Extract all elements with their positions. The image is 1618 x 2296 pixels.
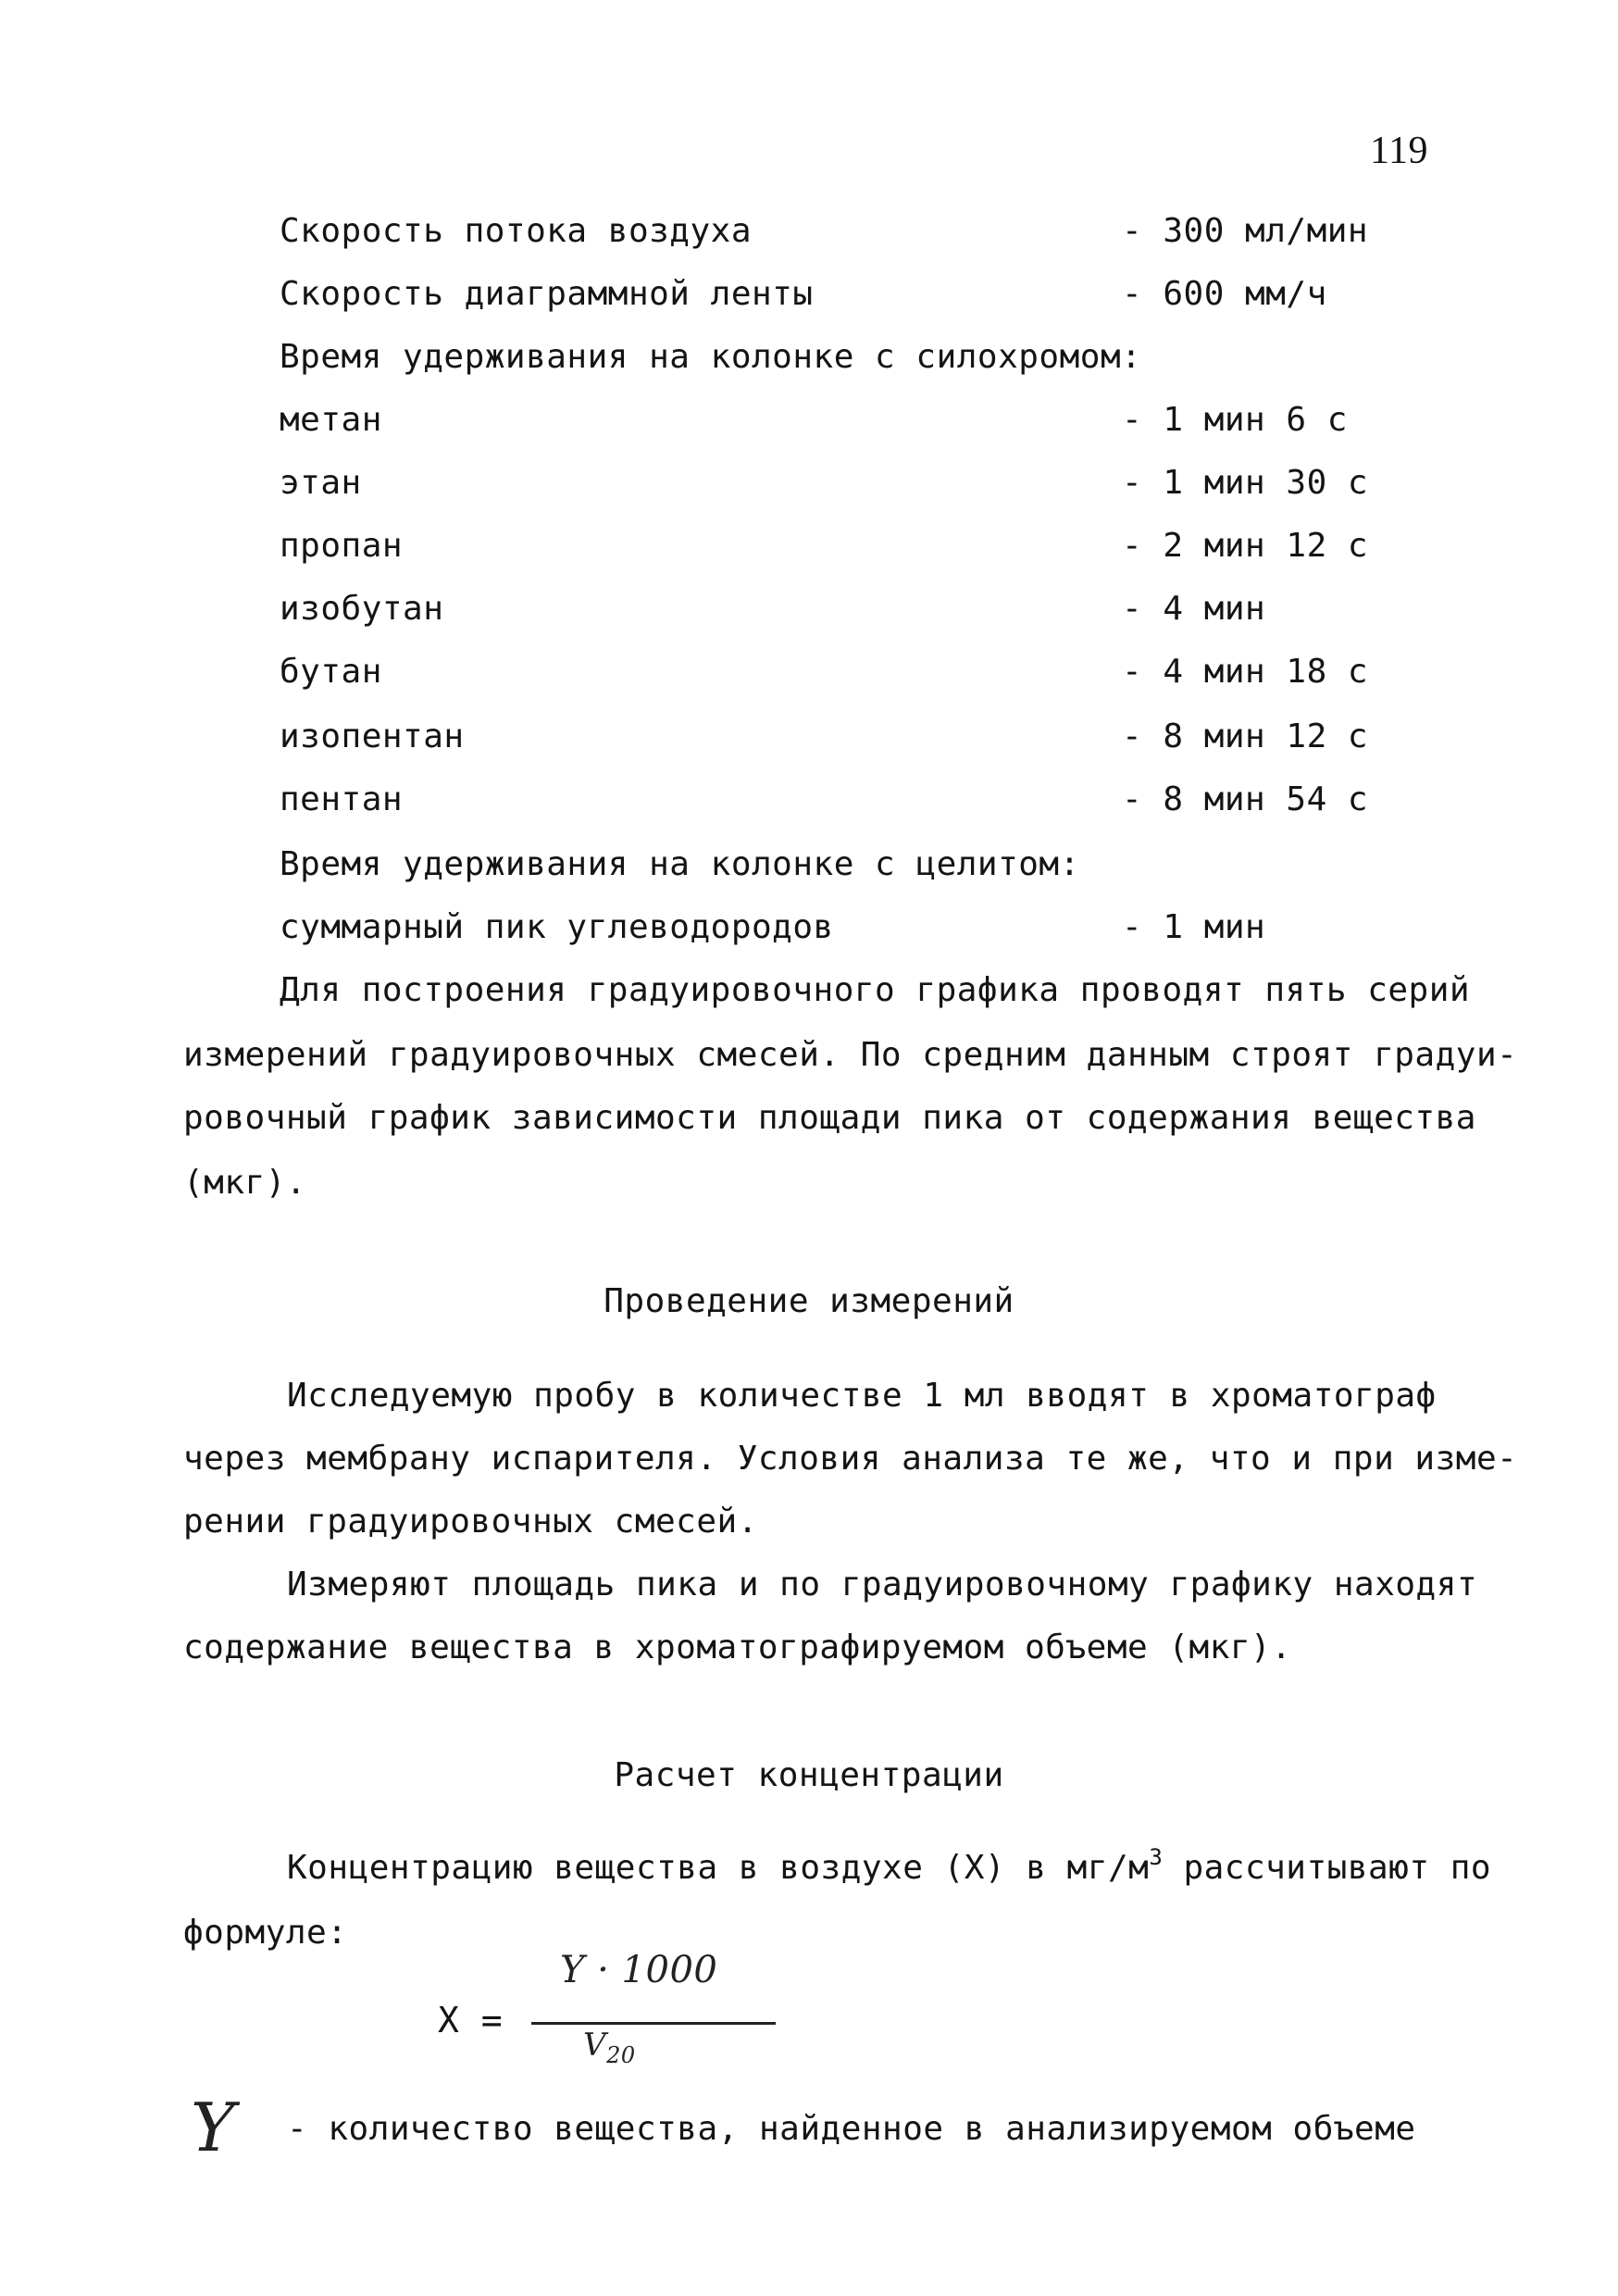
retention-label-butane: бутан [280,653,382,691]
retention-label-propane: пропан [280,527,404,565]
retention-label-isobutane: изобутан [280,590,444,628]
measurements-p1-line-3: рении градуировочных смесей. [183,1503,758,1541]
formula-denominator [583,2029,636,2066]
retention-label-methane: метан [280,401,382,439]
retention-value-propane: - 2 мин 12 с [1122,527,1369,565]
retention-value-methane: - 1 мин 6 с [1122,401,1348,439]
formula-fraction-bar [531,2022,776,2025]
param-value-air-flow: - 300 мл/мин [1122,212,1369,250]
retention-value-total-peak: - 1 мин [1122,908,1266,946]
unit-superscript: 3 [1149,1844,1164,1870]
variable-definition-text: - количество вещества, найденное в анализируемом объеме [287,2110,1416,2148]
calibration-line-3: ровочный график зависимости площади пика от содержания вещества [183,1099,1476,1137]
calibration-line-1: Для построения градуировочного графика проводят пять серий [280,971,1471,1009]
calibration-line-4: (мкг). [183,1164,307,1202]
calculation-intro-line-1 [287,1844,1492,1887]
formula-denominator-subscript: 20 [606,2041,636,2068]
calculation-intro-text: Концентрацию вещества в воздухе (X) в мг/м [287,1849,1150,1887]
retention-heading-silochrom: Время удерживания на колонке с силохромом: [280,338,1142,376]
retention-label-total-peak: суммарный пик углеводородов [280,908,834,946]
formula-numerator: Y · 1000 [560,1949,718,1991]
page-number: 119 [1370,130,1428,172]
section-title-measurements: Проведение измерений [604,1282,1014,1320]
retention-label-isopentane: изопентан [280,718,465,755]
retention-value-ethane: - 1 мин 30 с [1122,464,1369,502]
section-title-calculation: Расчет концентрации [614,1756,1004,1794]
formula-denominator-symbol: V [583,2027,607,2064]
retention-value-isobutane: - 4 мин [1122,590,1266,628]
formula-lhs: X = [438,2000,504,2040]
retention-label-pentane: пентан [280,780,404,818]
retention-label-ethane: этан [280,464,362,502]
retention-value-isopentane: - 8 мин 12 с [1122,718,1369,755]
measurements-p1-line-1: Исследуемую пробу в количестве 1 мл вводят в хроматограф [287,1377,1437,1415]
retention-value-butane: - 4 мин 18 с [1122,653,1369,691]
calibration-line-2: измерений градуировочных смесей. По средним данным строят градуи- [183,1036,1518,1074]
param-label-chart-speed: Скорость диаграммной ленты [280,275,814,313]
calculation-intro-line-2: формуле: [183,1914,348,1952]
measurements-p2-line-2: содержание вещества в хроматографируемом объеме (мкг). [183,1628,1292,1666]
variable-symbol-y: Y [191,2089,236,2166]
calculation-intro-tail: рассчитывают по [1163,1849,1492,1887]
measurements-p1-line-2: через мембрану испарителя. Условия анализа те же, что и при изме- [183,1440,1518,1478]
retention-heading-celite: Время удерживания на колонке с целитом: [280,845,1080,883]
retention-value-pentane: - 8 мин 54 с [1122,780,1369,818]
param-label-air-flow: Скорость потока воздуха [280,212,752,250]
measurements-p2-line-1: Измеряют площадь пика и по градуировочному графику находят [287,1566,1478,1603]
param-value-chart-speed: - 600 мм/ч [1122,275,1327,313]
